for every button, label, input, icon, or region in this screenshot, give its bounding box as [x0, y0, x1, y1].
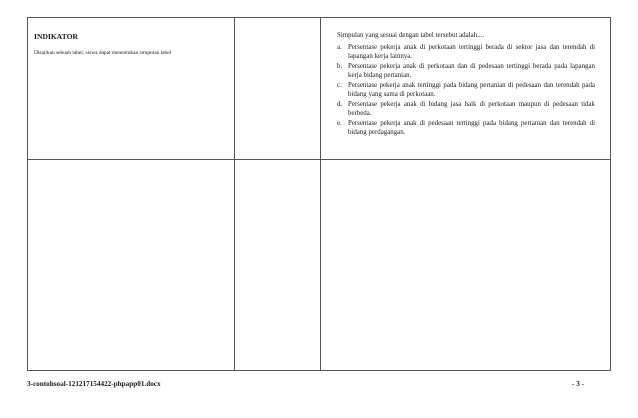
option-letter: d.	[337, 100, 343, 108]
option-c	[337, 81, 595, 100]
footer-page-number: - 3 -	[572, 380, 584, 388]
option-d	[337, 100, 595, 119]
question-stem: Simpulan yang sesuai dengan tabel tersebut adalah....	[337, 32, 484, 39]
question-table	[27, 17, 611, 371]
option-a	[337, 43, 595, 62]
option-letter: b.	[337, 62, 343, 70]
option-text: Persentase pekerja anak di pedesaan tertinggi pada bidang pertanian dan terendah di bidang perdagangan.	[348, 119, 595, 136]
question-block	[337, 31, 595, 138]
question-cell	[321, 18, 610, 370]
option-letter: a.	[337, 43, 342, 51]
option-letter: e.	[337, 119, 342, 127]
option-b	[337, 62, 595, 81]
option-letter: c.	[337, 81, 342, 89]
option-e	[337, 119, 595, 138]
row-divider	[28, 159, 610, 160]
answer-options	[337, 43, 595, 138]
empty-cell	[235, 18, 321, 370]
indicator-title: INDIKATOR	[34, 32, 79, 41]
option-text: Persentase pekerja anak di bidang jasa baik di perkotaan maupun di pedesaan tidak berbeda.	[348, 100, 595, 117]
indicator-cell	[28, 18, 235, 370]
indicator-description: Disajikan sebuah tabel, siswa dapat menentukan simpulan tabel	[34, 50, 172, 56]
footer-filename: 3-contohsoal-121217154422-phpapp01.docx	[27, 380, 161, 388]
option-text: Persentase pekerja anak di perkotaan dan di pedesaan tertinggi berada pada lapangan kerja bidang pertanian.	[348, 62, 595, 79]
option-text: Persentase pekerja anak tertinggi pada bidang pertanian di pedesaan dan terendah pada bidang yang sama di perkotaan.	[348, 81, 595, 98]
option-text: Persentase pekerja anak di perkotaan tertinggi berada di sektor jasa dan terendah di lapangan kerja lainnya.	[348, 43, 595, 60]
